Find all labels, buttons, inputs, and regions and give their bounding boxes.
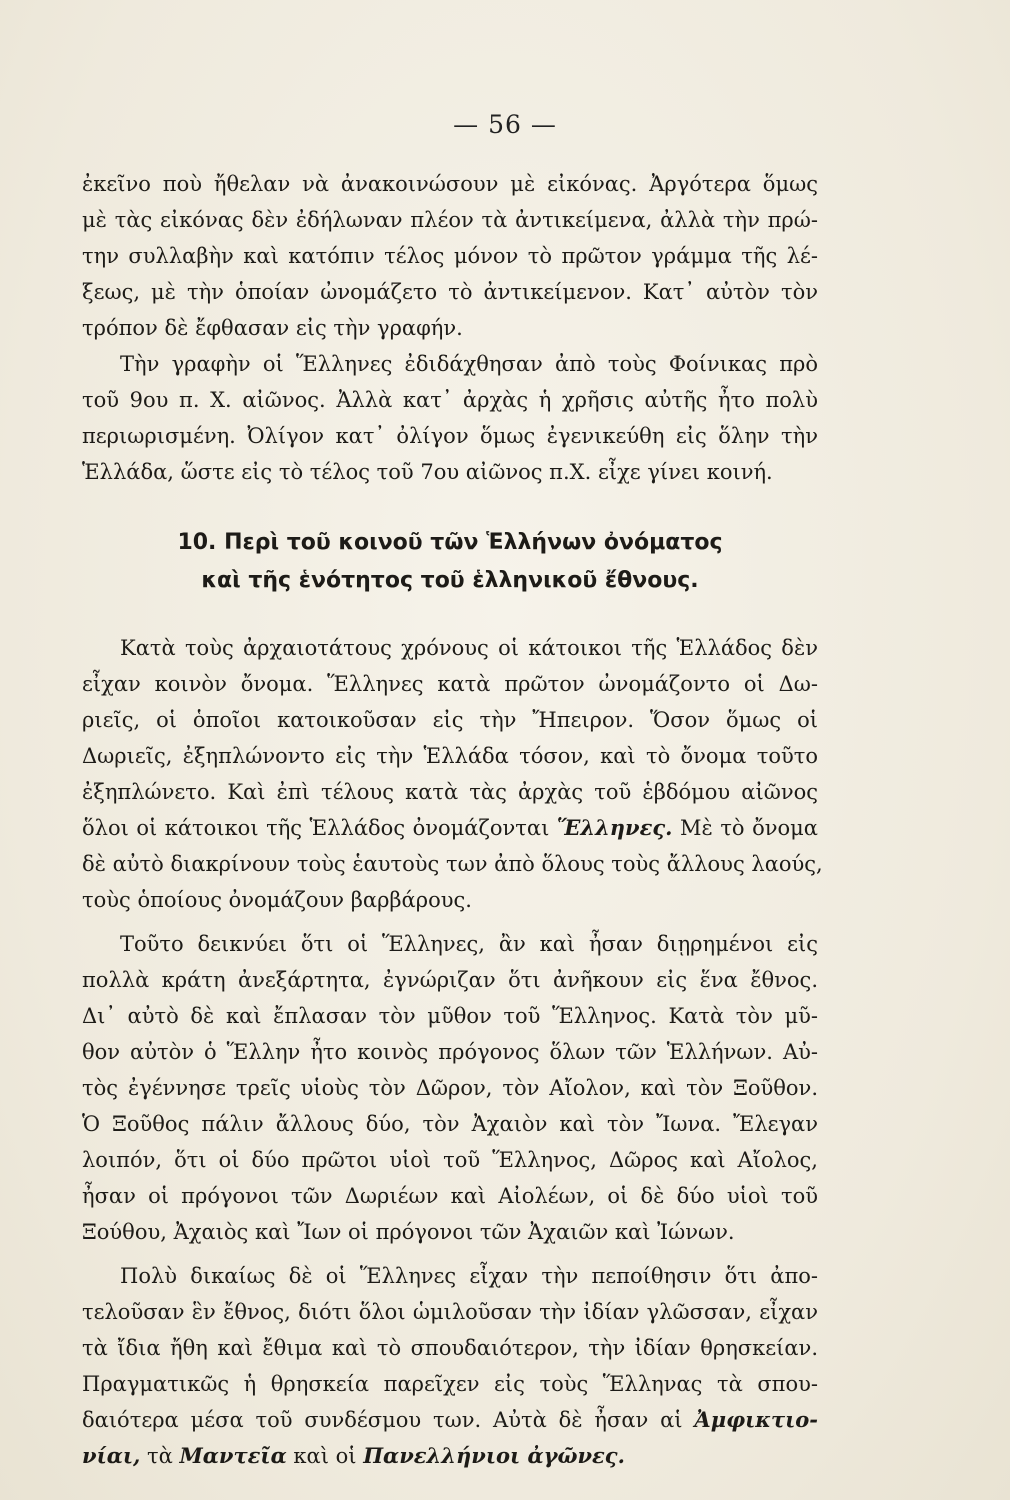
section-heading-line: 10. Περὶ τοῦ κοινοῦ τῶν Ἑλλήνων ὀνόματος <box>177 530 723 555</box>
text-line <box>82 1438 818 1474</box>
text-line: μὲ τὰς εἰκόνας δὲν ἐδήλωναν πλέον τὰ ἀντικείμενα, ἀλλὰ τὴν πρώ- <box>82 208 818 232</box>
text-span: Μὲ τὸ ὄνομα <box>672 816 818 840</box>
text-line: Κατὰ τοὺς ἀρχαιοτάτους χρόνους οἱ κάτοικοι τῆς Ἑλλάδος δὲν <box>120 636 818 660</box>
text-line <box>82 810 818 846</box>
text-line: ριεῖς, οἱ ὁποῖοι κατοικοῦσαν εἰς τὴν Ἤπειρον. Ὅσον ὅμως οἱ <box>82 708 818 732</box>
text-line: Ἑλλάδα, ὥστε εἰς τὸ τέλος τοῦ 7ου αἰῶνος π.Χ. εἶχε γίνει κοινή. <box>82 460 773 484</box>
emphasized-term: Μαντεῖα <box>179 1443 287 1468</box>
text-line: Πολὺ δικαίως δὲ οἱ Ἕλληνες εἶχαν τὴν πεποίθησιν ὅτι ἀπο- <box>120 1264 818 1288</box>
spacer <box>82 490 818 524</box>
text-line: λοιπόν, ὅτι οἱ δύο πρῶτοι υἱοὶ τοῦ Ἕλληνος, Δῶρος καὶ Αἴολος, <box>82 1148 818 1172</box>
paragraph-greek-alphabet <box>82 346 818 490</box>
section-heading <box>82 524 818 600</box>
paragraph-writing-origins <box>82 166 818 346</box>
emphasized-term: Ἕλληνες. <box>556 815 673 840</box>
text-line: εἶχαν κοινὸν ὄνομα. Ἕλληνες κατὰ πρῶτον ὠνομάζοντο οἱ Δω- <box>82 672 818 696</box>
text-line: θον αὐτὸν ὁ Ἕλλην ἦτο κοινὸς πρόγονος ὅλων τῶν Ἑλλήνων. Αὐ- <box>82 1040 818 1064</box>
paragraph-hellen-myth <box>82 926 818 1250</box>
text-line: τοὺς ὁποίους ὀνομάζουν βαρβάρους. <box>82 888 472 912</box>
spacer <box>82 600 818 630</box>
text-span: τὰ <box>140 1444 180 1468</box>
text-line: πολλὰ κράτη ἀνεξάρτητα, ἐγνώριζαν ὅτι ἀνῆκουν εἰς ἕνα ἔθνος. <box>82 968 818 992</box>
page-number: — 56 — <box>453 110 557 139</box>
text-line: ξεως, μὲ τὴν ὁποίαν ὠνομάζετο τὸ ἀντικείμενον. Κατ᾿ αὐτὸν τὸν <box>82 280 818 304</box>
section-heading-line: καὶ τῆς ἑνότητος τοῦ ἑλληνικοῦ ἔθνους. <box>201 568 699 593</box>
emphasized-term: Ἀμφικτιο- <box>694 1407 818 1432</box>
text-line: ἐξηπλώνετο. Καὶ ἐπὶ τέλους κατὰ τὰς ἀρχὰς τοῦ ἑβδόμου αἰῶνος <box>82 780 818 804</box>
text-line: τοῦ 9ου π. Χ. αἰῶνος. Ἀλλὰ κατ᾿ ἀρχὰς ἡ χρῆσις αὐτῆς ἦτο πολὺ <box>82 388 818 412</box>
text-span: ὅλοι οἱ κάτοικοι τῆς Ἑλλάδος ὀνομάζονται <box>82 816 557 840</box>
text-span: καὶ οἱ <box>286 1444 364 1468</box>
text-line: τελοῦσαν ἓν ἔθνος, διότι ὅλοι ὡμιλοῦσαν τὴν ἰδίαν γλῶσσαν, εἶχαν <box>82 1300 818 1324</box>
text-line: Δωριεῖς, ἐξηπλώνοντο εἰς τὴν Ἑλλάδα τόσον, καὶ τὸ ὄνομα τοῦτο <box>82 744 818 768</box>
text-line: τὸς ἐγέννησε τρεῖς υἱοὺς τὸν Δῶρον, τὸν Αἴολον, καὶ τὸν Ξοῦθον. <box>82 1076 818 1100</box>
text-line: τρόπον δὲ ἔφθασαν εἰς τὴν γραφήν. <box>82 316 463 340</box>
text-line: τὰ ἴδια ἤθη καὶ ἔθιμα καὶ τὸ σπουδαιότερον, τὴν ἰδίαν θρησκείαν. <box>82 1336 818 1360</box>
text-line <box>82 1402 818 1438</box>
text-line: Τὴν γραφὴν οἱ Ἕλληνες ἐδιδάχθησαν ἀπὸ τοὺς Φοίνικας πρὸ <box>120 352 818 376</box>
page-content <box>82 166 823 1474</box>
text-line: Δι᾿ αὐτὸ δὲ καὶ ἔπλασαν τὸν μῦθον τοῦ Ἕλληνος. Κατὰ τὸν μῦ- <box>82 1004 818 1028</box>
text-line: ἐκεῖνο ποὺ ἤθελαν νὰ ἀνακοινώσουν μὲ εἰκόνας. Ἀργότερα ὅμως <box>82 172 818 196</box>
text-line: Ὁ Ξοῦθος πάλιν ἄλλους δύο, τὸν Ἀχαιὸν καὶ τὸν Ἴωνα. Ἔλεγαν <box>82 1112 818 1136</box>
paragraph-common-name <box>82 630 823 918</box>
emphasized-term: νίαι, <box>82 1443 141 1468</box>
spacer <box>82 1250 818 1258</box>
text-line: Τοῦτο δεικνύει ὅτι οἱ Ἕλληνες, ἂν καὶ ἦσαν διῃρημένοι εἰς <box>120 932 818 956</box>
text-line: την συλλαβὴν καὶ κατόπιν τέλος μόνον τὸ πρῶτον γράμμα τῆς λέ- <box>82 244 818 268</box>
text-span: δαιότερα μέσα τοῦ συνδέσμου των. Αὐτὰ δὲ ἦσαν αἱ <box>82 1408 695 1432</box>
text-line: δὲ αὐτὸ διακρίνουν τοὺς ἑαυτοὺς των ἀπὸ ὅλους τοὺς ἄλλους λαούς, <box>82 852 823 876</box>
paragraph-common-religion <box>82 1258 818 1474</box>
spacer <box>82 918 818 926</box>
text-line: περιωρισμένη. Ὀλίγον κατ᾿ ὀλίγον ὅμως ἐγενικεύθη εἰς ὅλην τὴν <box>82 424 818 448</box>
emphasized-term: Πανελλήνιοι ἀγῶνες. <box>363 1443 625 1468</box>
text-line: ἦσαν οἱ πρόγονοι τῶν Δωριέων καὶ Αἰολέων, οἱ δὲ δύο υἱοὶ τοῦ <box>82 1184 818 1208</box>
text-line: Ξούθου, Ἀχαιὸς καὶ Ἴων οἱ πρόγονοι τῶν Ἀχαιῶν καὶ Ἰώνων. <box>82 1220 735 1244</box>
text-line: Πραγματικῶς ἡ θρησκεία παρεῖχεν εἰς τοὺς Ἕλληνας τὰ σπου- <box>82 1372 818 1396</box>
